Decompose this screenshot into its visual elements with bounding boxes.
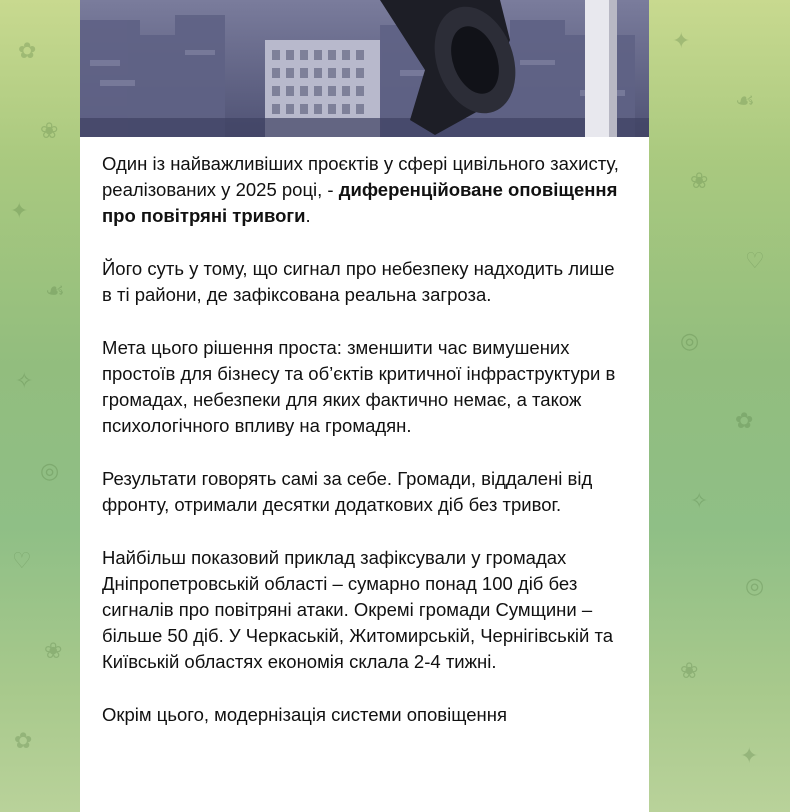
heart-doodle-icon: ♡: [745, 248, 765, 273]
fish-doodle-icon: ☙: [735, 88, 755, 113]
post-paragraph-4: Результати говорять самі за себе. Громади, віддалені від фронту, отримали десятки додаткових діб без тривог.: [102, 468, 593, 515]
paw-doodle-icon: ❀: [44, 638, 63, 663]
heart-doodle-icon: ♡: [12, 548, 32, 573]
star-doodle-icon: ✦: [672, 28, 691, 53]
post-paragraph-2: Його суть у тому, що сигнал про небезпеку надходить лише в ті райони, де зафіксована реальна загроза.: [102, 258, 615, 305]
ball-doodle-icon: ◎: [680, 328, 700, 353]
channel-post-message: [80, 0, 649, 812]
post-image[interactable]: [80, 0, 649, 137]
star-doodle-icon: ✦: [740, 743, 759, 768]
post-paragraph-1: [102, 151, 627, 229]
bone-doodle-icon: ✧: [15, 368, 34, 393]
paw-doodle-icon: ❀: [680, 658, 699, 683]
fish-doodle-icon: ☙: [45, 278, 65, 303]
paragraph-text: Один із найважливіших проєктів у сфері цивільного захисту, реалізованих у 2025 році, -: [102, 153, 619, 200]
paw-doodle-icon: ❀: [690, 168, 709, 193]
post-paragraph-5: Найбільш показовий приклад зафіксували у громадах Дніпропетровській області – сумарно понад 100 діб без сигналів про повітряні атаки. Окремі громади Сумщини – більше 50 діб. У Черкаській, Житомирській, Чернігівській та Київській областях економія склала 2-4 тижні.: [102, 547, 614, 672]
cat-doodle-icon: ✿: [14, 728, 33, 753]
bone-doodle-icon: ✧: [690, 488, 709, 513]
post-paragraph-3: Мета цього рішення проста: зменшити час вимушених простоїв для бізнесу та об’єктів критичної інфраструктури в громадах, небезпеки для яких фактично немає, а також психологічного впливу на громадян.: [102, 337, 616, 436]
paragraph-bold-text: диференційоване оповіщення про повітряні тривоги: [102, 179, 618, 226]
star-doodle-icon: ✦: [10, 198, 29, 223]
paw-doodle-icon: ❀: [40, 118, 59, 143]
ball-doodle-icon: ◎: [40, 458, 60, 483]
paragraph-text: .: [305, 205, 311, 226]
ball-doodle-icon: ◎: [745, 573, 765, 598]
cat-doodle-icon: ✿: [735, 408, 754, 433]
city-loudspeaker-photo: [80, 0, 649, 137]
post-paragraph-6: Окрім цього, модернізація системи оповіщення: [102, 704, 507, 725]
cat-doodle-icon: ✿: [18, 38, 37, 63]
post-text: [80, 137, 649, 728]
